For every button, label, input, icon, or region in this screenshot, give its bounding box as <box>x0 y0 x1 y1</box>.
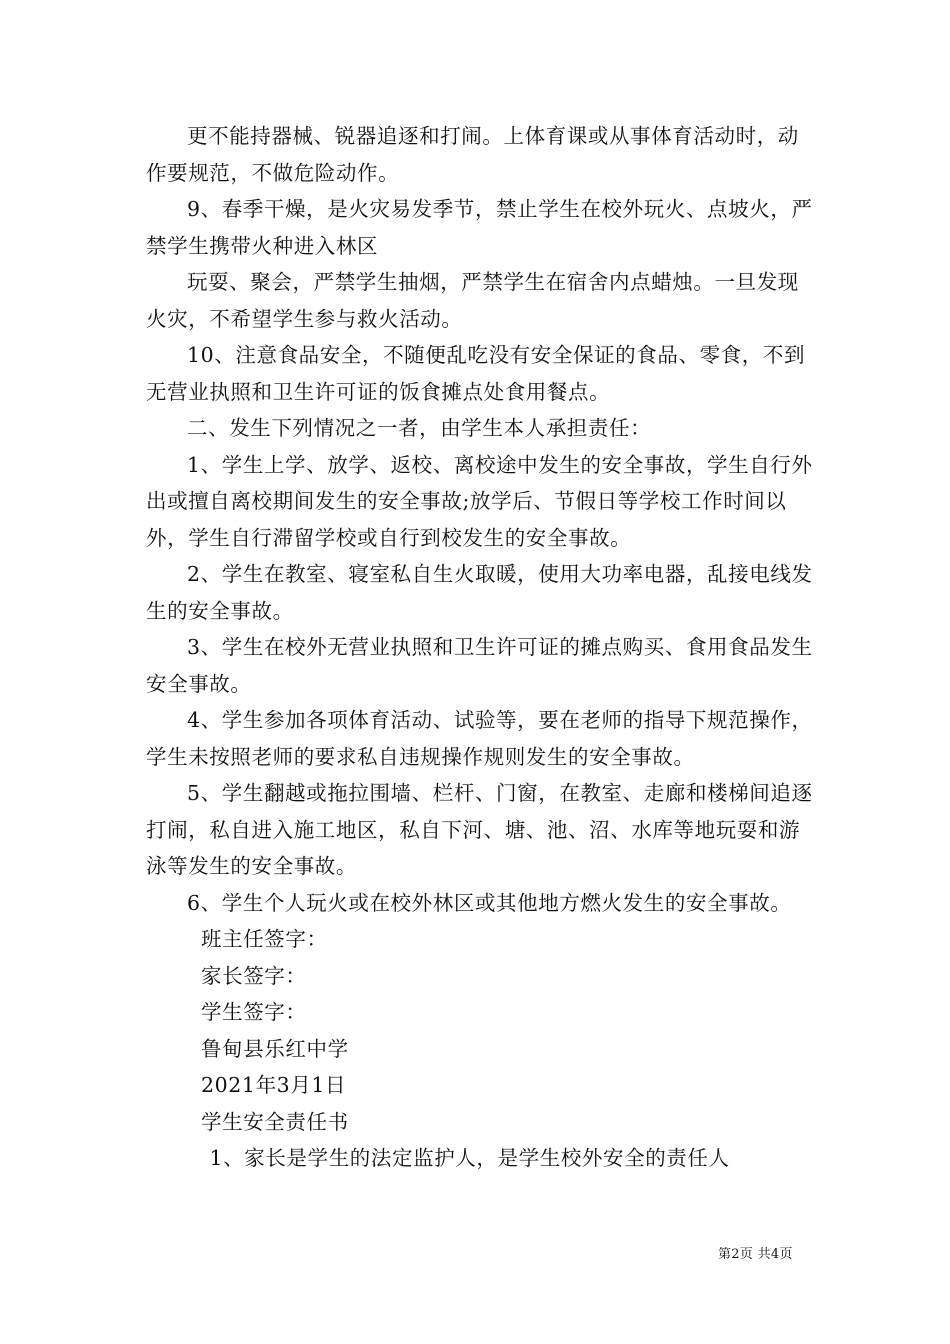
document-title: 学生安全责任书 <box>201 1109 349 1134</box>
document-body <box>146 118 816 1177</box>
liability-item-6: 6、学生个人玩火或在校外林区或其他地方燃火发生的安全事故。 <box>187 890 792 915</box>
liability-item-3: 3、学生在校外无营业执照和卫生许可证的摊点购买、食用食品发生安全事故。 <box>146 635 813 696</box>
liability-item-4: 4、学生参加各项体育活动、试验等，要在老师的指导下规范操作，学生未按照老师的要求私自违规操作规则发生的安全事故。 <box>146 708 813 769</box>
teacher-signature-label: 班主任签字： <box>201 927 328 951</box>
next-item-paragraph: 1、家长是学生的法定监护人，是学生校外安全的责任人 <box>209 1146 730 1170</box>
liability-item-5: 5、学生翻越或拖拉围墙、栏杆、门窗，在教室、走廊和楼梯间追逐打闹，私自进入施工地区，私自下河、塘、池、沼、水库等地玩耍和游泳等发生的安全事故。 <box>146 781 813 878</box>
page-number-footer: 第2页 共4页 <box>718 1247 793 1262</box>
section-heading: 二、发生下列情况之一者，由学生本人承担责任： <box>187 416 652 440</box>
liability-item-1: 1、学生上学、放学、返校、离校途中发生的安全事故，学生自行外出或擅自离校期间发生的安全事故;放学后、节假日等学校工作时间以外，学生自行滞留学校或自行到校发生的安全事故。 <box>146 452 813 550</box>
school-name: 鲁甸县乐红中学 <box>201 1036 349 1061</box>
body-paragraph-1: 更不能持器械、锐器追逐和打闹。上体育课或从事体育活动时，动作要规范，不做危险动作。 <box>146 124 799 185</box>
student-signature-label: 学生签字： <box>201 1000 307 1024</box>
body-paragraph-3: 玩耍、聚会，严禁学生抽烟，严禁学生在宿舍内点蜡烛。一旦发现火灾，不希望学生参与救火活动。 <box>146 270 799 331</box>
liability-item-2: 2、学生在教室、寝室私自生火取暖，使用大功率电器，乱接电线发生的安全事故。 <box>146 562 813 623</box>
parent-signature-label: 家长签字： <box>201 963 307 988</box>
body-paragraph-4: 10、注意食品安全，不随便乱吃没有安全保证的食品、零食，不到无营业执照和卫生许可证的饭食摊点处食用餐点。 <box>146 343 806 404</box>
body-paragraph-2: 9、春季干燥，是火灾易发季节，禁止学生在校外玩火、点坡火，严禁学生携带火种进入林区 <box>146 197 813 258</box>
document-date: 2021年3月1日 <box>201 1073 347 1097</box>
